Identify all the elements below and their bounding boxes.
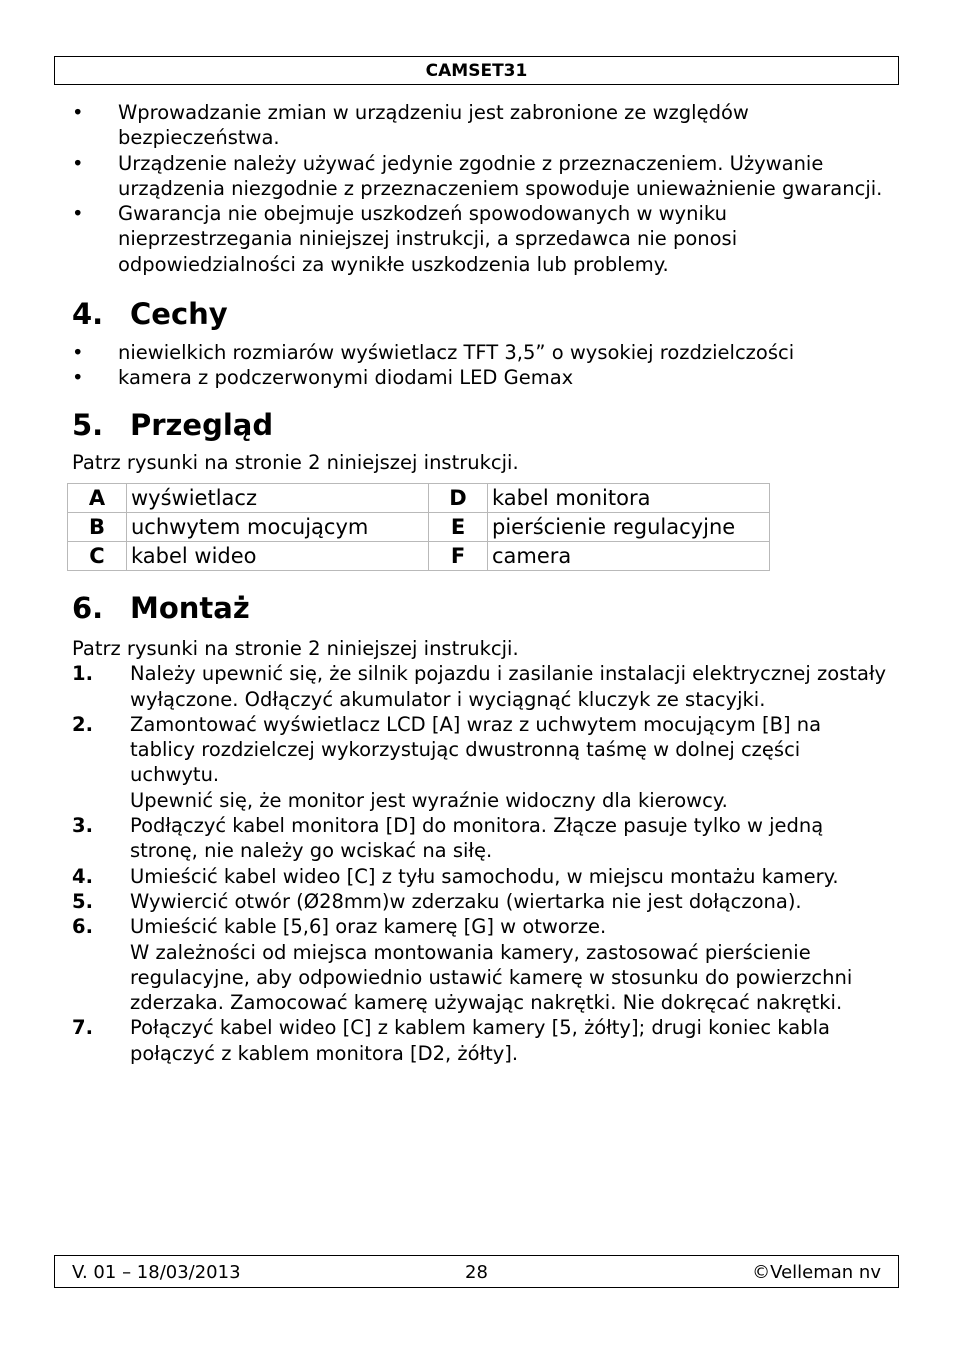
section-heading-features [72, 297, 887, 331]
section-number: 5. [72, 407, 104, 442]
bullet-icon: • [72, 341, 84, 365]
part-key: A [68, 483, 127, 512]
document-title: CAMSET31 [425, 60, 528, 81]
step-number: 4. [72, 864, 93, 888]
footer-version: V. 01 – 18/03/2013 [72, 1262, 241, 1283]
part-key: C [68, 541, 127, 570]
step-text: Połączyć kabel wideo [C] z kablem kamery [5, żółty]; drugi koniec kabla połączyć z kablem monitora [D2, żółty]. [130, 1016, 830, 1065]
part-key: E [429, 512, 488, 541]
part-key: F [429, 541, 488, 570]
page-content [72, 100, 887, 1066]
table-row [68, 541, 770, 570]
section-number: 4. [72, 297, 104, 332]
step-number: 7. [72, 1016, 93, 1040]
part-label: camera [488, 541, 770, 570]
part-label: pierścienie regulacyjne [488, 512, 770, 541]
footer-copyright: ©Velleman nv [752, 1262, 881, 1283]
parts-table [67, 483, 770, 571]
part-label: uchwytem mocującym [127, 512, 429, 541]
step-number: 5. [72, 889, 93, 913]
step-text: Wywiercić otwór (Ø28mm)w zderzaku (wiertarka nie jest dołączona). [130, 889, 802, 913]
bullet-icon: • [72, 202, 84, 226]
step-text: Umieścić kable [5,6] oraz kamerę [G] w otworze. [130, 915, 607, 939]
part-label: wyświetlacz [127, 483, 429, 512]
step-text: Zamontować wyświetlacz LCD [A] wraz z uchwytem mocującym [B] na tablicy rozdzielczej wykorzystując dwustronną taśmę w dolnej części uchwytu. [130, 712, 822, 787]
bullet-icon: • [72, 366, 84, 390]
list-item [72, 914, 887, 1015]
table-row [68, 483, 770, 512]
part-label: kabel monitora [488, 483, 770, 512]
list-item: • kamera z podczerwonymi diodami LED Gemax [72, 366, 574, 390]
list-item: • Urządzenie należy używać jedynie zgodnie z przeznaczeniem. Używanie urządzenia niezgodnie z przeznaczeniem spowoduje unieważnienie gwarancji. [72, 151, 883, 200]
step-text: Należy upewnić się, że silnik pojazdu i zasilanie instalacji elektrycznej zostały wyłączone. Odłączyć akumulator i wyciągnąć kluczyk ze stacyjki. [130, 662, 887, 711]
step-number: 6. [72, 915, 93, 939]
bullet-icon: • [72, 151, 84, 175]
section-number: 6. [72, 590, 104, 625]
footer-page-number: 28 [465, 1262, 488, 1283]
list-item [72, 889, 887, 914]
part-key: D [429, 483, 488, 512]
installation-intro: Patrz rysunki na stronie 2 niniejszej instrukcji. [72, 636, 519, 660]
section-title: Przegląd [130, 407, 274, 442]
section-heading-installation [72, 591, 887, 625]
step-number: 2. [72, 712, 93, 736]
features-bullet-list [72, 340, 887, 391]
installation-steps [72, 661, 887, 1066]
step-number: 1. [72, 662, 93, 686]
list-item [72, 712, 887, 813]
section-title: Cechy [130, 297, 228, 332]
list-item [72, 864, 887, 889]
step-text: Umieścić kabel wideo [C] z tyłu samochodu, w miejscu montażu kamery. [130, 864, 839, 888]
step-text: Podłączyć kabel monitora [D] do monitora. Złącze pasuje tylko w jedną stronę, nie należy go wciskać na siłę. [130, 814, 824, 863]
step-note: Upewnić się, że monitor jest wyraźnie widoczny dla kierowcy. [130, 788, 728, 812]
list-item [72, 813, 887, 864]
step-note: W zależności od miejsca montowania kamery, zastosować pierścienie regulacyjne, aby odpowiednio ustawić kamerę w stosunku do powierzchni zderzaka. Zamocować kamerę używając nakrętki. Nie dokręcać nakrętki. [130, 940, 853, 1015]
part-label: kabel wideo [127, 541, 429, 570]
intro-bullet-list [72, 100, 887, 277]
table-row [68, 512, 770, 541]
section-heading-overview [72, 408, 887, 442]
overview-intro: Patrz rysunki na stronie 2 niniejszej instrukcji. [72, 450, 519, 474]
list-item [72, 661, 887, 712]
footer-box [54, 1255, 899, 1288]
step-number: 3. [72, 814, 93, 838]
list-item [72, 1015, 887, 1066]
header-box [54, 56, 899, 85]
section-title: Montaż [130, 590, 250, 625]
bullet-icon: • [72, 101, 84, 124]
part-key: B [68, 512, 127, 541]
list-item: • niewielkich rozmiarów wyświetlacz TFT 3,5” o wysokiej rozdzielczości [72, 341, 795, 365]
list-item: • Gwarancja nie obejmuje uszkodzeń spowodowanych w wyniku nieprzestrzegania niniejszej instrukcji, a sprzedawca nie ponosi odpowiedzialności za wynikłe uszkodzenia lub problemy. [72, 202, 738, 276]
list-item: • Wprowadzanie zmian w urządzeniu jest zabronione ze względów bezpieczeństwa. [72, 101, 749, 150]
